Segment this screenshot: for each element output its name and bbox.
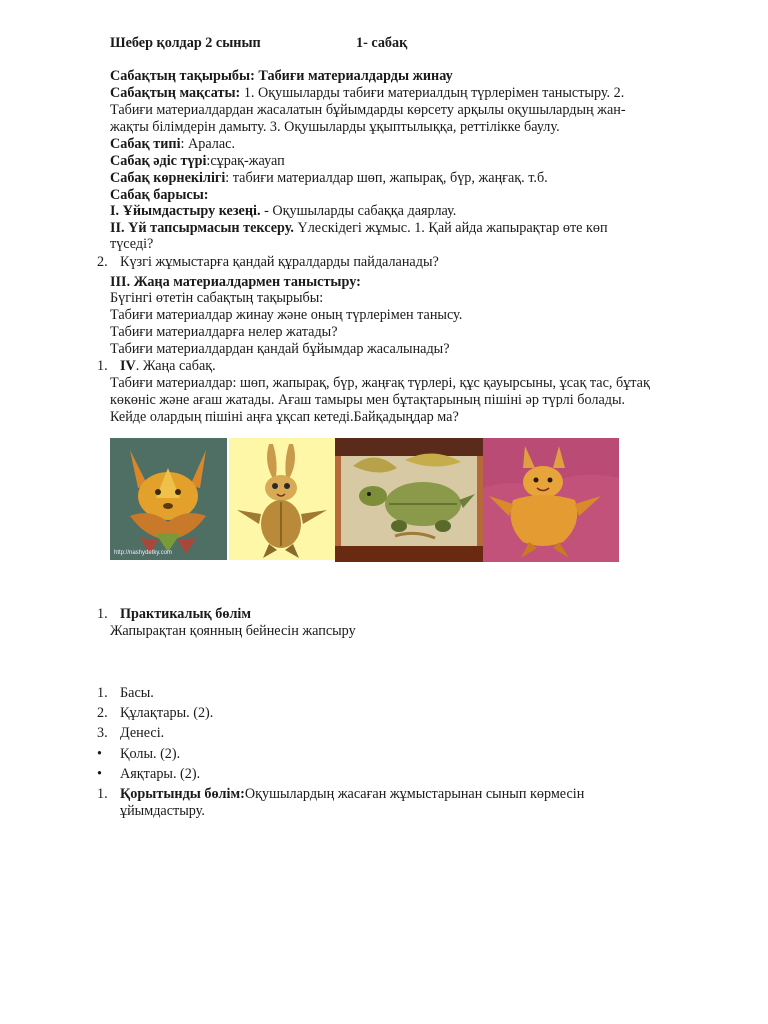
topic-value: Табиғи материалдарды жинау xyxy=(258,68,453,84)
stage3-line-4: Табиғи материалдардан қандай бұйымдар жасалынады? xyxy=(110,341,450,357)
stage2-cont: түседі? xyxy=(110,236,154,252)
step-text: Құлақтары. (2). xyxy=(120,705,214,721)
bullet-mark: • xyxy=(97,746,102,762)
stage1-label: I. Ұйымдастыру кезеңі. xyxy=(110,203,261,219)
step-mark: 2. xyxy=(97,705,108,721)
method-line xyxy=(110,153,285,170)
conclusion-number: 1. xyxy=(97,786,108,802)
step-text: Басы. xyxy=(120,685,154,701)
header-title: Шебер қолдар 2 сынып xyxy=(110,35,261,51)
stage4-number: 1. xyxy=(97,358,108,374)
stage2-q2: Күзгі жұмыстарға қандай құралдарды пайдаланады? xyxy=(120,254,439,270)
practical-description: Жапырақтан қоянның бейнесін жапсыру xyxy=(110,623,356,639)
stage2-label: II. Үй тапсырмасын тексеру. xyxy=(110,220,294,236)
stage2-line xyxy=(110,220,608,237)
type-colon: : xyxy=(180,136,185,152)
step-text: Аяқтары. (2). xyxy=(120,766,201,782)
stage3-heading: III. Жаңа материалдармен таныстыру: xyxy=(110,274,361,290)
stage4-label: IV xyxy=(120,358,136,374)
type-line xyxy=(110,136,235,153)
stage2-q2-number: 2. xyxy=(97,254,108,270)
step-text: Қолы. (2). xyxy=(120,746,181,762)
visuals-label: Сабақ көрнекілігі xyxy=(110,170,226,186)
topic-label: Сабақтың тақырыбы: xyxy=(110,68,259,84)
leaf-turtle-image xyxy=(335,438,483,562)
topic-line xyxy=(110,68,453,85)
stage4-value: . Жаңа сабақ. xyxy=(135,358,216,374)
stage3-line-2: Табиғи материалдар жинау және оның түрлерімен танысу. xyxy=(110,307,463,323)
type-label: Сабақ типі xyxy=(110,136,181,152)
conclusion-label: Қорытынды бөлім: xyxy=(120,786,245,802)
conclusion-value: Оқушылардың жасаған жұмыстарынан сынып көрмесін xyxy=(244,786,585,802)
stage4-text-3: Кейде олардың пішіні аңға ұқсап кетеді.Байқадыңдар ма? xyxy=(110,409,459,425)
goal-line-3: жақты білімдерін дамыту. 3. Оқушыларды ұқыптылыққа, реттілікке баулу. xyxy=(110,119,560,135)
visuals-line xyxy=(110,170,548,187)
conclusion-cont: ұйымдастыру. xyxy=(120,803,205,819)
goal-line-2: Табиғи материалдардан жасалатын бұйымдарды көрсету арқылы оқушылардың жан- xyxy=(110,102,626,118)
practical-heading: Практикалық бөлім xyxy=(120,606,252,622)
stage2-value: Үлескідегі жұмыс. 1. Қай айда жапырақтар өте көп xyxy=(293,220,608,236)
leaf-rabbit-image xyxy=(229,438,335,560)
stage1-line xyxy=(110,203,456,220)
image-url-caption: http://nashydetky.com xyxy=(114,550,172,556)
stage3-line-3: Табиғи материалдарға нелер жатады? xyxy=(110,324,338,340)
stage4-text-1: Табиғи материалдар: шөп, жапырақ, бүр, жаңғақ түрлері, құс қауырсыны, ұсақ тас, бұтақ xyxy=(110,375,650,391)
stage1-value: - Оқушыларды сабаққа даярлау. xyxy=(260,203,457,219)
bullet-mark: • xyxy=(97,766,102,782)
stage4-line xyxy=(120,358,216,375)
goal-label: Сабақтың мақсаты: xyxy=(110,85,241,101)
visuals-value: : табиғи материалдар шөп, жапырақ, бүр, жаңғақ. т.б. xyxy=(225,170,548,186)
header-lesson: 1- сабақ xyxy=(356,35,408,51)
step-text: Денесі. xyxy=(120,725,165,741)
practical-number: 1. xyxy=(97,606,108,622)
stage3-line-1: Бүгінгі өтетін сабақтың тақырыбы: xyxy=(110,290,324,306)
method-value: :сұрақ-жауап xyxy=(206,153,285,169)
goal-text-1: 1. Оқушыларды табиғи материалдың түрлерімен таныстыру. 2. xyxy=(240,85,625,101)
leaf-fox-image xyxy=(110,438,227,560)
step-mark: 1. xyxy=(97,685,108,701)
leaf-character-image xyxy=(483,438,619,562)
conclusion-line xyxy=(120,786,584,803)
stage4-text-2: көкөніс және ағаш жатады. Ағаш тамыры мен бұтақтарының пішіні әр түрлі болады. xyxy=(110,392,626,408)
progress-heading: Сабақ барысы: xyxy=(110,187,209,203)
type-value: Аралас. xyxy=(184,136,235,152)
step-mark: 3. xyxy=(97,725,108,741)
goal-line-1 xyxy=(110,85,624,102)
method-label: Сабақ әдіс түрі xyxy=(110,153,207,169)
